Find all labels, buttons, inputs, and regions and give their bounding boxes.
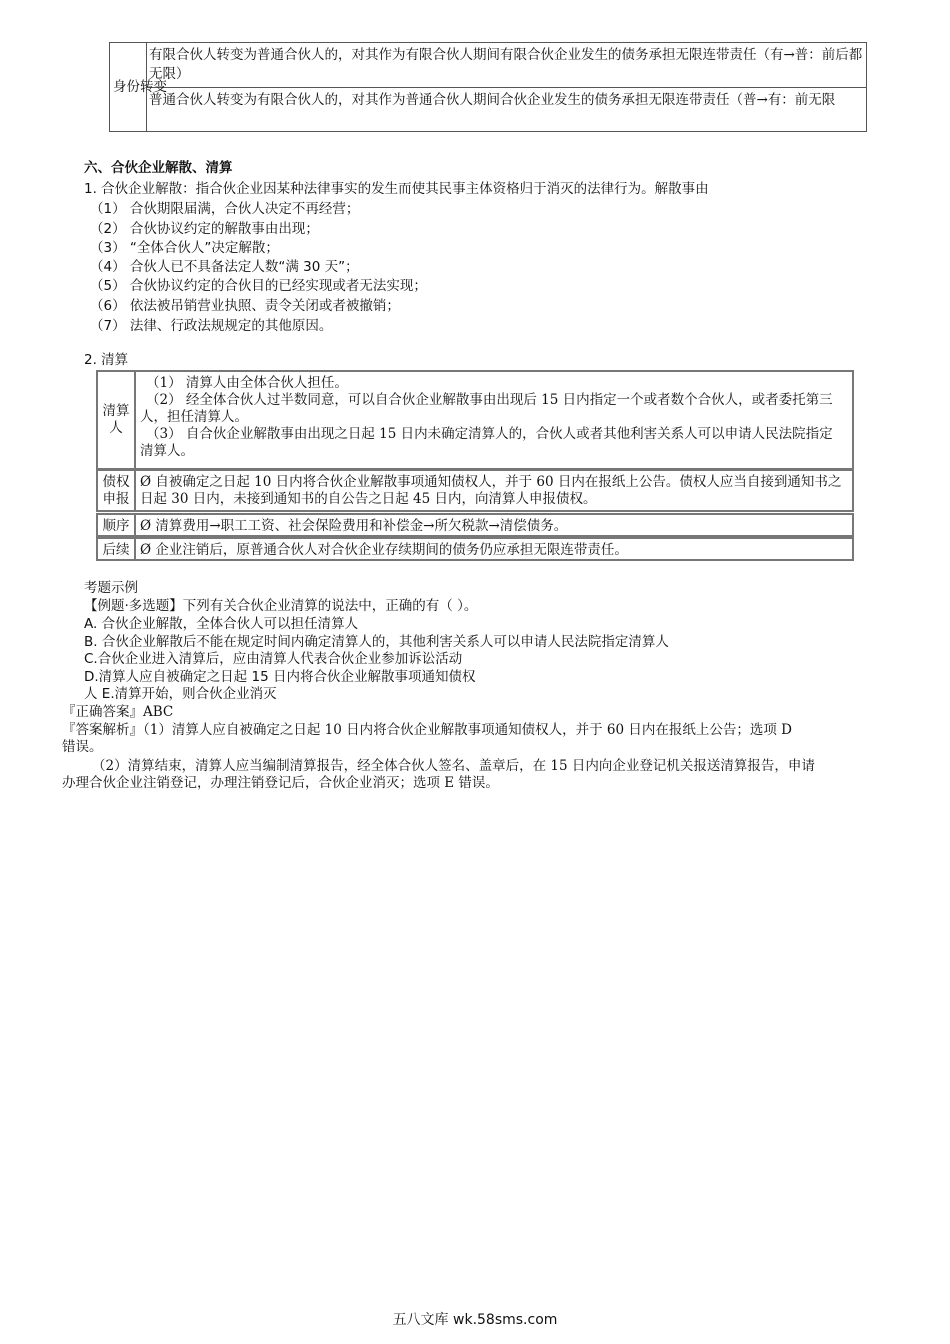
list-item: （5） 合伙协议约定的合伙目的已经实现或者无法实现；: [90, 278, 427, 294]
question-text: 【例题·多选题】下列有关合伙企业清算的说法中，正确的有（ ）。: [84, 598, 478, 614]
table-cell: 有限合伙人转变为普通合伙人的，对其作为有限合伙人期间有限合伙企业发生的债务承担无限连带责任（有→普：前后都无限）: [149, 47, 863, 82]
identity-change-table: [109, 42, 867, 132]
analysis-line: 错误。: [62, 739, 103, 755]
table-cell: [140, 518, 846, 535]
table-cell: 普通合伙人转变为有限合伙人的，对其作为普通合伙人期间合伙企业发生的债务承担无限连带责任（普→有：前无限: [149, 92, 836, 108]
cell-line: Ø 自被确定之日起 10 日内将合伙企业解散事项通知债权人，并于 60 日内在报纸上公告。债权人应当自接到通知书之日起 30 日内，未接到通知书的自公告之日起 45 日内，向清算人申报债权。: [140, 474, 842, 507]
list-item: （7） 法律、行政法规规定的其他原因。: [90, 318, 333, 334]
list-item: （3） “全体合伙人”决定解散；: [90, 240, 279, 256]
list-item: （2） 合伙协议约定的解散事由出现；: [90, 221, 319, 237]
option-a: A. 合伙企业解散，全体合伙人可以担任清算人: [84, 616, 359, 632]
table-row: [96, 370, 854, 470]
table-row-label: 清算人: [98, 372, 136, 468]
table-row-label: 后续: [98, 539, 136, 559]
list-item: （4） 合伙人已不具备法定人数“满 30 天”；: [90, 259, 359, 275]
table-cell: [140, 542, 846, 559]
analysis-line: 『答案解析』（1）清算人应自被确定之日起 10 日内将合伙企业解散事项通知债权人，并于 60 日内在报纸上公告；选项 D: [62, 722, 792, 738]
option-e: 人 E.清算开始，则合伙企业消灭: [84, 686, 277, 702]
table-cell: [140, 375, 846, 460]
dissolution-intro: 1. 合伙企业解散：指合伙企业因某种法律事实的发生而使其民事主体资格归于消灭的法律行为。解散事由: [84, 181, 709, 197]
cell-line: （3） 自合伙企业解散事由出现之日起 15 日内未确定清算人的，合伙人或者其他利害关系人可以申请人民法院指定清算人。: [140, 426, 833, 459]
list-item: （6） 依法被吊销营业执照、责令关闭或者被撤销；: [90, 298, 400, 314]
option-c: C.合伙企业进入清算后，应由清算人代表合伙企业参加诉讼活动: [84, 651, 463, 667]
cell-line: （2） 经全体合伙人过半数同意，可以自合伙企业解散事由出现后 15 日内指定一个或者数个合伙人，或者委托第三人，担任清算人。: [140, 392, 833, 425]
liquidation-heading: 2. 清算: [84, 352, 129, 368]
table-row-label: 顺序: [98, 515, 136, 535]
section-heading: 六、合伙企业解散、清算: [84, 160, 233, 176]
list-item: （1） 合伙期限届满，合伙人决定不再经营；: [90, 201, 360, 217]
option-b: B. 合伙企业解散后不能在规定时间内确定清算人的，其他利害关系人可以申请人民法院指定清算人: [84, 634, 669, 650]
option-d: D.清算人应自被确定之日起 15 日内将合伙企业解散事项通知债权: [84, 669, 476, 685]
table-row-label: 债权申报: [98, 471, 136, 510]
cell-line: （1） 清算人由全体合伙人担任。: [146, 375, 348, 391]
cell-line: Ø 清算费用→职工工资、社会保险费用和补偿金→所欠税款→清偿债务。: [140, 518, 568, 534]
analysis-line: 办理合伙企业注销登记，办理注销登记后，合伙企业消灭；选项 E 错误。: [62, 775, 499, 791]
example-heading: 考题示例: [84, 580, 138, 596]
footer-watermark: 五八文库 wk.58sms.com: [392, 1312, 558, 1328]
correct-answer: 『正确答案』ABC: [62, 704, 174, 720]
table-row: [96, 513, 854, 537]
analysis-line: （2）清算结束，清算人应当编制清算报告，经全体合伙人签名、盖章后，在 15 日内向企业登记机关报送清算报告，申请: [92, 758, 815, 774]
table-cell: [140, 474, 846, 508]
table-row-label: 身份转变: [113, 79, 167, 95]
table-divider: [146, 87, 866, 88]
table-row: [96, 537, 854, 561]
cell-line: Ø 企业注销后，原普通合伙人对合伙企业存续期间的债务仍应承担无限连带责任。: [140, 542, 628, 558]
table-row: [96, 469, 854, 512]
